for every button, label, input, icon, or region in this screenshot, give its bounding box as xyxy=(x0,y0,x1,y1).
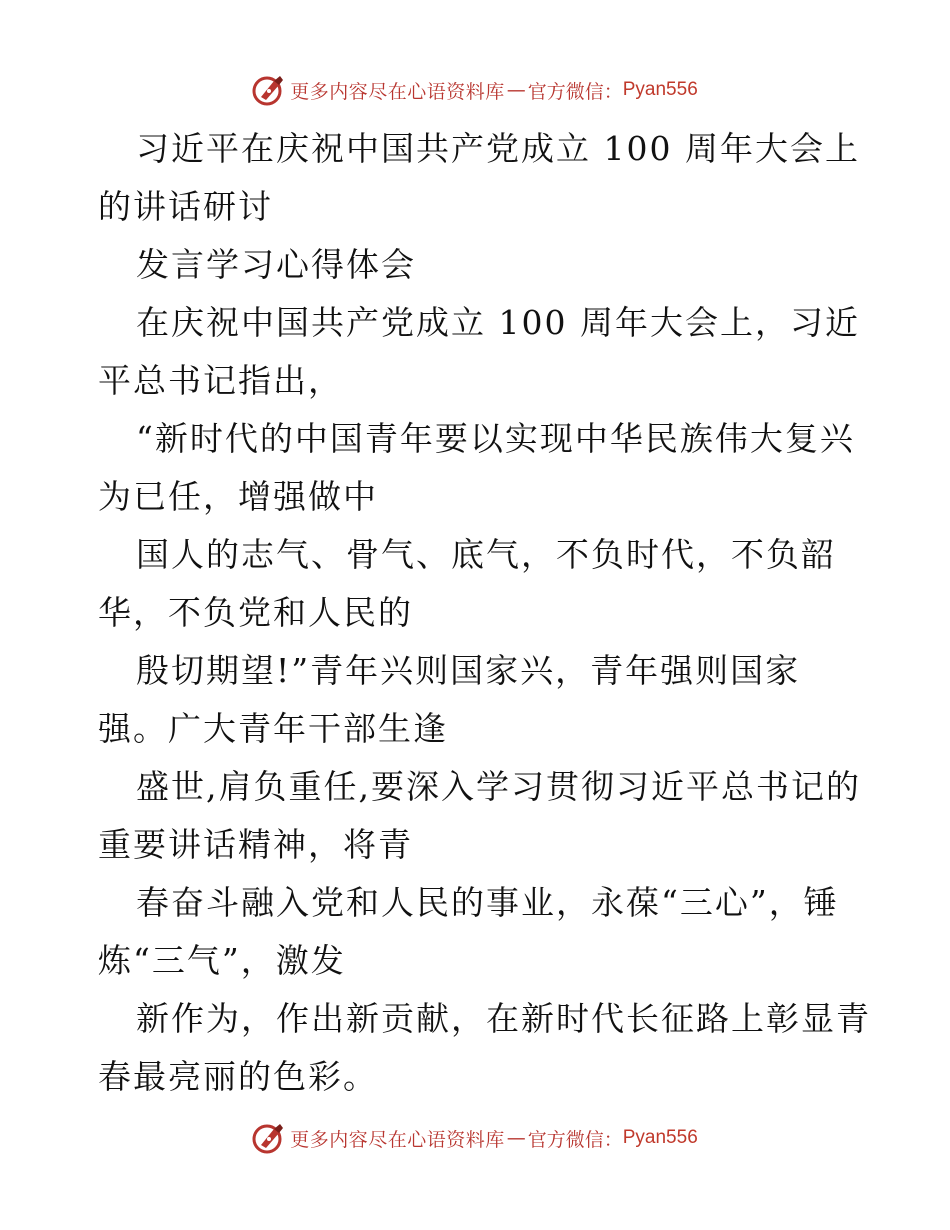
paragraph-line: 为已任，增强做中 xyxy=(98,477,378,516)
paragraph-line: 盛世,肩负重任,要深入学习贯彻习近平总书记的 xyxy=(136,767,861,806)
paragraph-line: 殷切期望!”青年兴则国家兴，青年强则国家 xyxy=(136,651,801,690)
paragraph-line: “新时代的中国青年要以实现中华民族伟大复兴 xyxy=(136,419,855,458)
watermark-wechat-id: Pyan556 xyxy=(622,1127,698,1148)
watermark-separator: — xyxy=(506,79,526,101)
paragraph-line: 春最亮丽的色彩。 xyxy=(98,1057,378,1096)
watermark-header xyxy=(0,70,950,110)
pen-nib-logo-icon xyxy=(252,1121,286,1155)
title-line-1: 习近平在庆祝中国共产党成立 100 周年大会上 xyxy=(136,129,860,168)
paragraph-line: 华，不负党和人民的 xyxy=(98,593,413,632)
title-line-2: 的讲话研讨 xyxy=(98,187,273,226)
watermark-wechat-label: 官方微信： xyxy=(527,80,623,103)
watermark-separator: — xyxy=(506,1127,526,1149)
paragraph-line: 重要讲话精神，将青 xyxy=(98,825,413,864)
paragraph-line: 炼“三气”，激发 xyxy=(98,941,346,980)
paragraph-line: 强。广大青年干部生逢 xyxy=(98,709,448,748)
paragraph-line: 国人的志气、骨气、底气，不负时代，不负韶 xyxy=(136,535,836,574)
watermark-text: 更多内容尽在心语资料库 xyxy=(290,80,505,103)
paragraph-line: 平总书记指出， xyxy=(98,361,343,400)
paragraph-line: 新作为，作出新贡献，在新时代长征路上彰显青 xyxy=(136,999,871,1038)
watermark-wechat-label: 官方微信： xyxy=(527,1128,623,1151)
watermark-footer xyxy=(0,1118,950,1158)
document-body xyxy=(98,120,871,1106)
title-line-3: 发言学习心得体会 xyxy=(136,245,416,284)
paragraph-line: 春奋斗融入党和人民的事业，永葆“三心”，锤 xyxy=(136,883,839,922)
paragraph-line: 在庆祝中国共产党成立 100 周年大会上，习近 xyxy=(136,303,860,342)
watermark-wechat-id: Pyan556 xyxy=(622,79,698,100)
pen-nib-logo-icon xyxy=(252,73,286,107)
watermark-text: 更多内容尽在心语资料库 xyxy=(290,1128,505,1151)
